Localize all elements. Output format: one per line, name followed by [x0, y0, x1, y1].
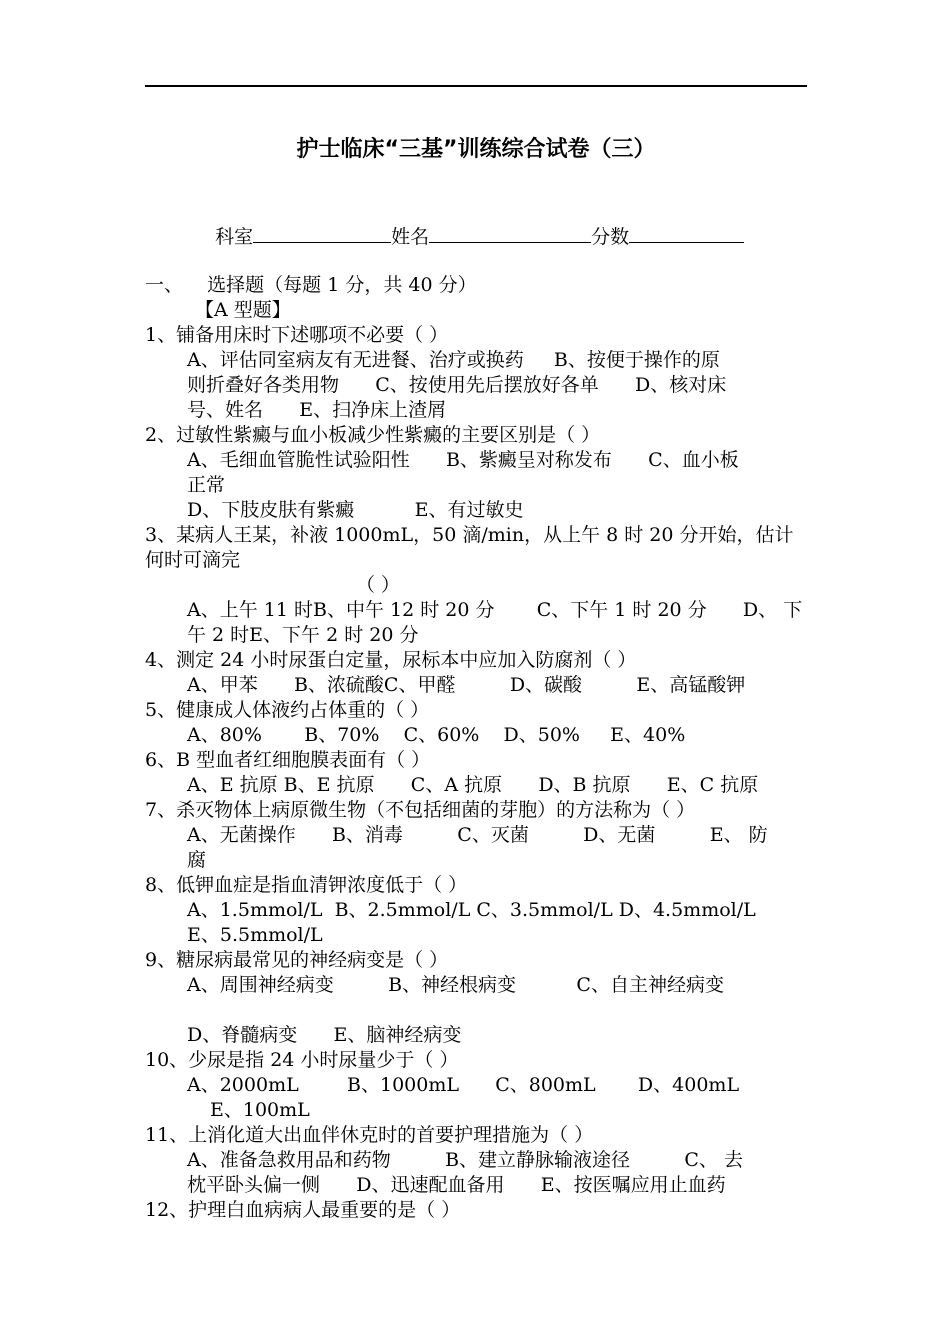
info-row — [203, 199, 744, 248]
option-line: A、评估同室病友有无进餐、治疗或换药 B、按便于操作的原 — [187, 349, 720, 371]
option-line: 正常 — [187, 474, 226, 496]
option-line: A、毛细血管脆性试验阳性 B、紫癜呈对称发布 C、血小板 — [187, 449, 739, 471]
name-label: 姓名 — [391, 226, 430, 248]
option-line: 号、姓名 E、扫净床上渣屑 — [187, 399, 447, 421]
question-12: 12、护理白血病病人最重要的是（ ） — [145, 1199, 461, 1221]
question-3-continuation: 何时可滴完 — [145, 549, 241, 571]
name-blank[interactable] — [429, 224, 591, 243]
option-line: A、80% B、70% C、60% D、50% E、40% — [187, 724, 686, 746]
section-heading: 一、 选择题（每题 1 分，共 40 分） — [145, 274, 477, 296]
exam-title: 护士临床“三基”训练综合试卷（三） — [296, 137, 656, 162]
option-line: A、1.5mmol/L B、2.5mmol/L C、3.5mmol/L D、4.5mmol/L — [187, 899, 756, 921]
option-line: D、脊髓病变 E、脑神经病变 — [187, 1024, 462, 1046]
question-11: 11、上消化道大出血伴休克时的首要护理措施为（ ） — [145, 1124, 594, 1146]
option-line: 午 2 时E、下午 2 时 20 分 — [187, 624, 419, 646]
option-line: D、下肢皮肤有紫癜 E、有过敏史 — [187, 499, 524, 521]
question-4: 4、测定 24 小时尿蛋白定量，尿标本中应加入防腐剂（ ） — [145, 649, 637, 671]
score-blank[interactable] — [629, 224, 744, 243]
question-1: 1、铺备用床时下述哪项不必要（ ） — [145, 324, 449, 346]
question-3: 3、某病人王某，补液 1000mL，50 滴/min，从上午 8 时 20 分开始，估计 — [145, 524, 794, 546]
option-line: A、准备急救用品和药物 B、建立静脉输液途径 C、 去 — [187, 1149, 743, 1171]
answer-parentheses: （ ） — [356, 574, 401, 596]
option-line: A、甲苯 B、浓硫酸C、甲醛 D、碳酸 E、高锰酸钾 — [187, 674, 746, 696]
option-line: 腐 — [187, 849, 207, 871]
option-line: A、上午 11 时B、中午 12 时 20 分 C、下午 1 时 20 分 D、 下 — [187, 599, 803, 621]
option-line: A、2000mL B、1000mL C、800mL D、400mL — [187, 1074, 740, 1096]
score-label: 分数 — [591, 226, 630, 248]
question-5: 5、健康成人体液约占体重的（ ） — [145, 699, 430, 721]
option-line: A、周围神经病变 B、神经根病变 C、自主神经病变 — [187, 974, 724, 996]
question-6: 6、B 型血者红细胞膜表面有（ ） — [145, 749, 431, 771]
question-type-label: 【A 型题】 — [195, 299, 291, 321]
question-7: 7、杀灭物体上病原微生物（不包括细菌的芽胞）的方法称为（ ） — [145, 799, 696, 821]
option-line: A、无菌操作 B、消毒 C、灭菌 D、无菌 E、 防 — [187, 824, 768, 846]
option-line: 枕平卧头偏一侧 D、迅速配血备用 E、按医嘱应用止血药 — [187, 1174, 726, 1196]
department-blank[interactable] — [253, 224, 391, 243]
question-8: 8、低钾血症是指血清钾浓度低于（ ） — [145, 874, 468, 896]
department-label: 科室 — [215, 226, 254, 248]
header-rule — [145, 85, 807, 87]
option-line: A、E 抗原 B、E 抗原 C、A 抗原 D、B 抗原 E、C 抗原 — [187, 774, 759, 796]
question-2: 2、过敏性紫癜与血小板减少性紫癜的主要区别是（ ） — [145, 424, 601, 446]
option-line: E、100mL — [210, 1099, 310, 1121]
option-line: 则折叠好各类用物 C、按使用先后摆放好各单 D、核对床 — [187, 374, 727, 396]
option-line: E、5.5mmol/L — [187, 924, 323, 946]
question-9: 9、糖尿病最常见的神经病变是（ ） — [145, 949, 449, 971]
question-10: 10、少尿是指 24 小时尿量少于（ ） — [145, 1049, 459, 1071]
